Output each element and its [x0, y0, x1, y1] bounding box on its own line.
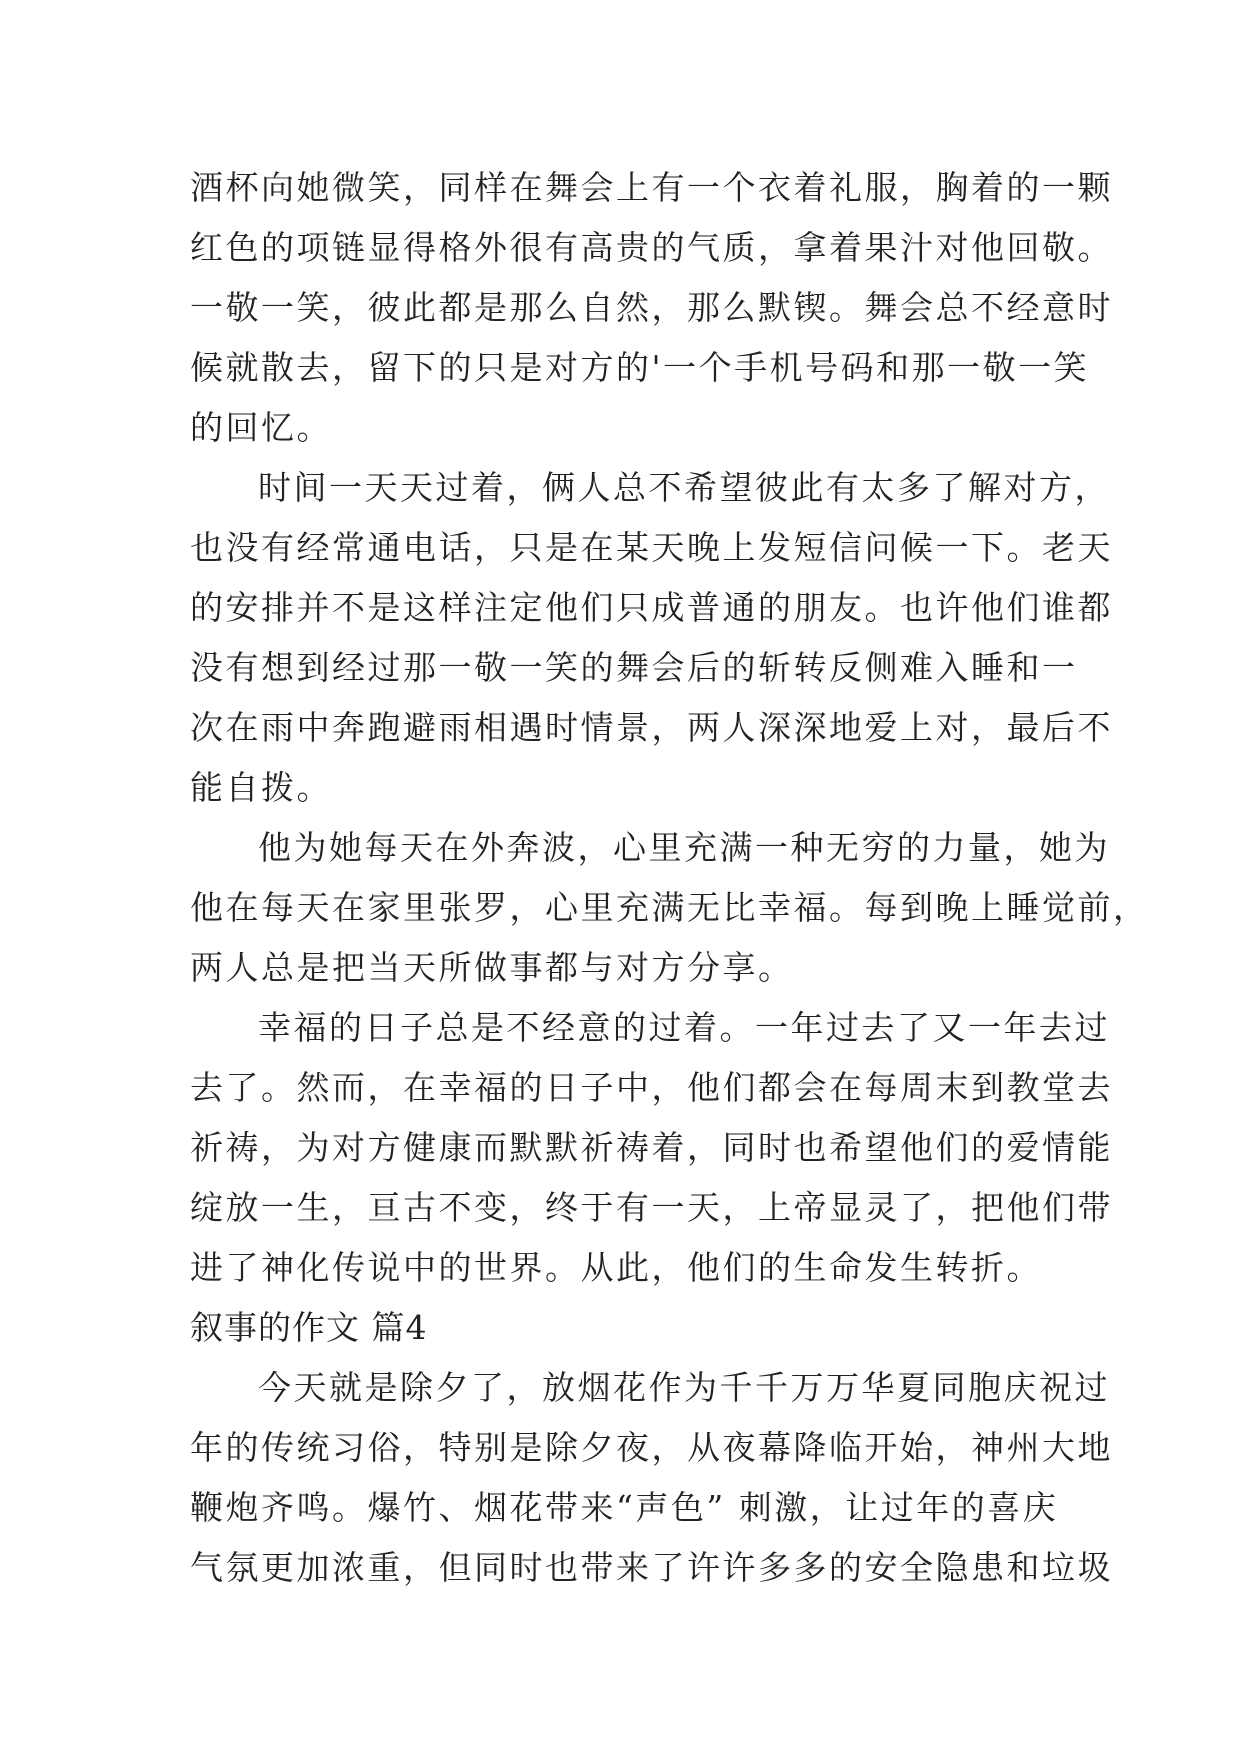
paragraph-line: 红色的项链显得格外很有高贵的气质，拿着果汁对他回敬。	[190, 228, 1113, 267]
paragraph-line: 时间一天天过着，俩人总不希望彼此有太多了解对方，	[258, 468, 1110, 507]
paragraph-line: 也没有经常通电话，只是在某天晚上发短信问候一下。老天	[190, 528, 1113, 567]
paragraph-line: 酒杯向她微笑，同样在舞会上有一个衣着礼服，胸着的一颗	[190, 168, 1113, 207]
paragraph-line: 气氛更加浓重，但同时也带来了许许多多的安全隐患和垃圾	[190, 1548, 1113, 1587]
paragraph-line: 祈祷，为对方健康而默默祈祷着，同时也希望他们的爱情能	[190, 1128, 1113, 1167]
paragraph-line: 今天就是除夕了，放烟花作为千千万万华夏同胞庆祝过	[258, 1368, 1110, 1407]
paragraph-line: 绽放一生，亘古不变，终于有一天，上帝显灵了，把他们带	[190, 1188, 1113, 1227]
paragraph-5	[190, 1358, 1113, 1598]
paragraph-line: 的回忆。	[190, 408, 332, 447]
paragraph-line: 幸福的日子总是不经意的过着。一年过去了又一年去过	[258, 1008, 1110, 1047]
paragraph-line: 一敬一笑，彼此都是那么自然，那么默锲。舞会总不经意时	[190, 288, 1113, 327]
paragraph-line: 年的传统习俗，特别是除夕夜，从夜幕降临开始，神州大地	[190, 1428, 1113, 1467]
paragraph-line: 他为她每天在外奔波，心里充满一种无穷的力量，她为	[258, 828, 1110, 867]
paragraph-4	[190, 998, 1113, 1298]
section-heading: 叙事的作文 篇4	[190, 1308, 428, 1347]
paragraph-line: 次在雨中奔跑避雨相遇时情景，两人深深地爱上对，最后不	[190, 708, 1113, 747]
paragraph-1	[190, 158, 1113, 458]
paragraph-line: 两人总是把当天所做事都与对方分享。	[190, 948, 794, 987]
paragraph-line: 进了神化传说中的世界。从此，他们的生命发生转折。	[190, 1248, 1042, 1287]
paragraph-3	[190, 818, 1149, 998]
paragraph-line: 能自拨。	[190, 768, 332, 807]
paragraph-line: 鞭炮齐鸣。爆竹、烟花带来“声色” 刺激，让过年的喜庆	[190, 1488, 1059, 1527]
paragraph-line: 的安排并不是这样注定他们只成普通的朋友。也许他们谁都	[190, 588, 1113, 627]
paragraph-line: 候就散去，留下的只是对方的'一个手机号码和那一敬一笑	[190, 348, 1090, 387]
paragraph-2	[190, 458, 1113, 818]
paragraph-line: 去了。然而，在幸福的日子中，他们都会在每周末到教堂去	[190, 1068, 1113, 1107]
document-body	[190, 158, 1149, 1598]
paragraph-line: 没有想到经过那一敬一笑的舞会后的斩转反侧难入睡和一	[190, 648, 1078, 687]
paragraph-line: 他在每天在家里张罗，心里充满无比幸福。每到晚上睡觉前，	[190, 888, 1149, 927]
